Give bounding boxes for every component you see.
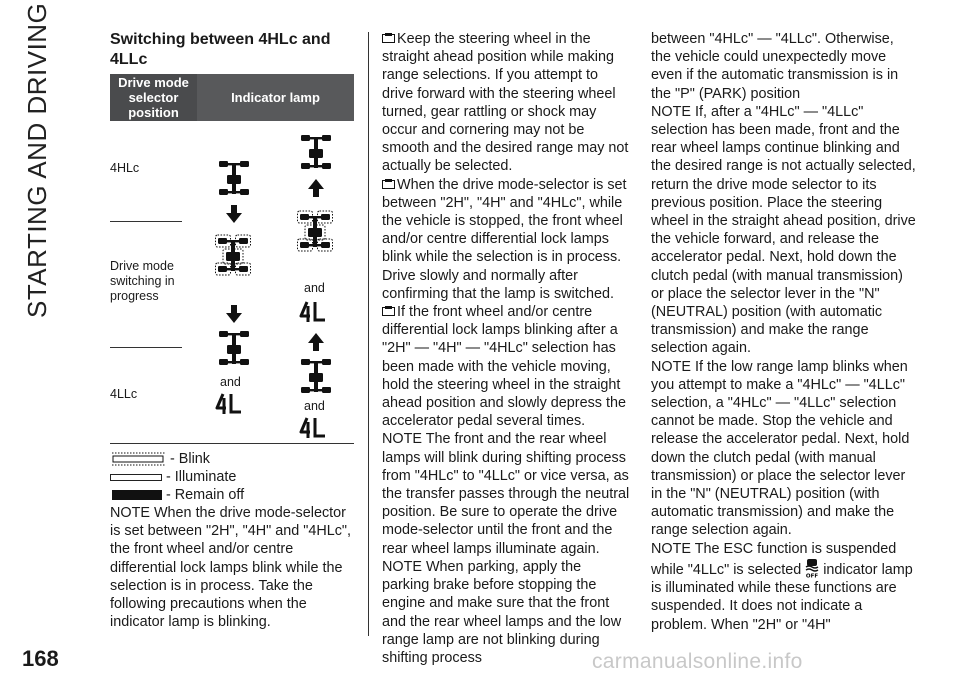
note-paragraph: NOTE If the low range lamp blinks when you attempt to make a "4HLc" — "4LLc" selection, a "4HLc" — "4LLc" selection cannot be made. Stop the vehicle and release the accelerator pedal. Next, hold down the clutch pedal (with manual transmission) or place the selector lever in the "N" (NEUTRAL) position (with automatic transmission) and make the range selection again. — [651, 358, 910, 539]
note-paragraph: NOTE The front and the rear wheel lamps will blink during shifting process from "4HLc" to "4LLc" or vice versa, as the transfer passes through the neutral position. Be sure to operate the drive mode-selector until the front and the rear wheel lamps illuminate again. — [382, 431, 630, 557]
row-label-switching: Drive mode switching in progress — [110, 259, 175, 303]
and-label: and — [304, 399, 325, 413]
blink-swatch-icon — [110, 452, 168, 466]
drivetrain-bullet-icon — [382, 306, 395, 317]
off-swatch-icon — [112, 490, 162, 500]
row-label-4hlc: 4HLc — [110, 161, 140, 175]
indicator-table — [110, 74, 354, 444]
esc-off-icon — [803, 558, 821, 578]
svg-text:OFF: OFF — [806, 573, 819, 578]
and-label: and — [220, 375, 241, 389]
section-sidebar — [18, 2, 62, 330]
row-divider — [110, 347, 182, 348]
illuminate-swatch-icon — [110, 474, 162, 481]
low-range-4l-icon — [298, 299, 328, 325]
precaution-paragraph: When the drive mode-selector is set between "2H", "4H" and "4HLc", while the vehicle is stopped, the front wheel and/or centre differential lock lamps blink while the selection is in process. Drive slowly and normally after confirming that the lamp is switched. — [382, 176, 627, 302]
legend-item-blink — [110, 450, 354, 468]
note-paragraph: NOTE When the drive mode-selector is set between "2H", "4H" and "4HLc", the front wheel and/or centre differential lock lamps blink while the selection is in process. Take the following precautions when the indicator lamp is blinking. — [110, 505, 352, 631]
column-divider — [368, 32, 369, 636]
note-paragraph: NOTE If, after a "4HLc" — "4LLc" selection has been made, front and the rear wheel lamps continue blinking and the desired range is not actually selected, return the drive mode selector to its previous position. Place the steering wheel in the straight ahead position, drive the vehicle forward, and release the accelerator pedal. Next, hold down the clutch pedal (with manual transmission) or place the selector lever in the "N" (NEUTRAL) position (with automatic transmission) and make the range selection again. — [651, 103, 916, 357]
drivetrain-lamp-icon — [212, 303, 256, 373]
footer-watermark: carmanualsonline.info — [592, 650, 803, 673]
and-label: and — [304, 281, 325, 295]
note-paragraph: NOTE The ESC function is suspended while "4LLc" is selected OFF indicator lamp is illuminated while these functions are suspended. It does not indicate a problem. When "2H" or "4H" — [651, 540, 913, 633]
table-body — [110, 121, 354, 444]
legend-item-off — [110, 486, 354, 504]
drivetrain-bullet-icon — [382, 179, 395, 190]
column-1 — [110, 30, 354, 631]
section-heading: Switching between 4HLc and 4LLc — [110, 31, 331, 68]
column-2 — [382, 30, 632, 667]
drivetrain-lamp-icon — [294, 133, 338, 203]
row-label-4llc: 4LLc — [110, 387, 138, 401]
section-title: STARTING AND DRIVING — [22, 2, 52, 318]
precaution-paragraph: If the front wheel and/or centre differential lock lamps blinking after a "2H" — "4H" — "4HLc" selection has been made with the vehicle moving, hold the steering wheel in the straight ahead position and slowly depress the accelerator pedal several times. — [382, 304, 627, 430]
page-number: 168 — [22, 646, 59, 671]
legend-label: - Blink — [170, 450, 210, 467]
legend-item-illuminate — [110, 468, 354, 486]
drivetrain-lamp-icon — [294, 331, 338, 401]
low-range-4l-icon — [214, 391, 244, 417]
note-paragraph: NOTE When parking, apply the parking brake before stopping the engine and make sure that the front and the rear wheel lamps and the low range lamp are not blinking during shifting process — [382, 558, 622, 666]
precaution-paragraph: Keep the steering wheel in the straight ahead position while making range selections. If you attempt to drive forward with the steering wheel turned, gear rattling or shock may occur and cornering may not be smooth and the desired range may not actually be selected. — [382, 31, 629, 175]
low-range-4l-icon — [298, 415, 328, 441]
legend-label: - Illuminate — [166, 468, 237, 485]
legend — [110, 450, 354, 504]
drivetrain-blink-icon — [208, 233, 258, 279]
drivetrain-bullet-icon — [382, 33, 395, 44]
drivetrain-lamp-icon — [212, 161, 256, 231]
header-selector-position: Drive mode selector position — [110, 74, 197, 121]
drivetrain-blink-icon — [290, 209, 340, 255]
header-indicator-lamp: Indicator lamp — [231, 90, 320, 105]
table-header — [110, 74, 354, 121]
legend-label: - Remain off — [166, 486, 245, 503]
row-divider — [110, 221, 182, 222]
column-3 — [651, 30, 916, 634]
body-paragraph: between "4HLc" — "4LLc". Otherwise, the vehicle could unexpectedly move even if the automatic transmission is in the "P" (PARK) position — [651, 31, 899, 102]
